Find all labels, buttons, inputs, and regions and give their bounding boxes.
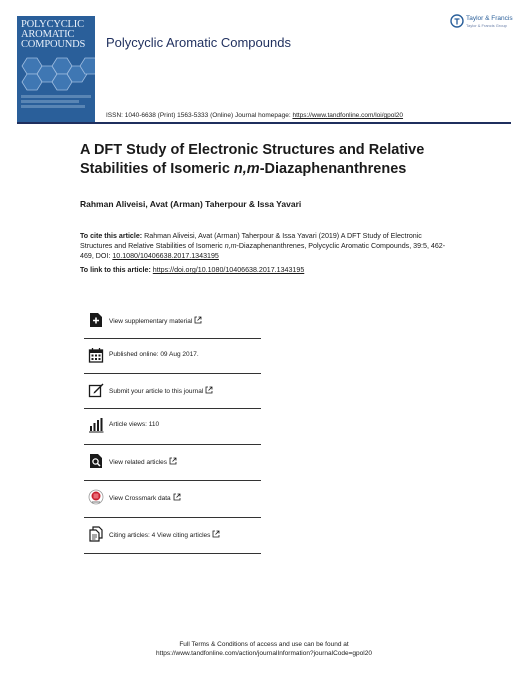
publisher-name: Taylor & Francis (466, 15, 513, 22)
crossmark-link[interactable] (84, 480, 261, 515)
citation-italic: n,m (224, 242, 237, 250)
item-label (109, 386, 213, 395)
taylor-francis-logo-icon (450, 13, 464, 29)
search-document-icon (88, 453, 104, 469)
supplementary-material-link[interactable] (84, 303, 261, 338)
item-divider (84, 553, 261, 554)
article-authors: Rahman Aliveisi, Avat (Arman) Taherpour & Issa Yavari (80, 199, 302, 209)
citing-articles-link[interactable] (84, 517, 261, 552)
item-label (109, 316, 202, 325)
crossmark-icon (88, 489, 104, 505)
link-label: To link to this article: (80, 266, 153, 274)
item-label-text: View related articles (109, 459, 168, 466)
cover-text-line (21, 95, 91, 98)
external-link-icon (212, 530, 220, 538)
item-label-text: View Crossmark data (109, 495, 171, 502)
issn-text: ISSN: 1040-6638 (Print) 1563-5333 (Online) Journal homepage: (106, 112, 293, 119)
cover-title-line: AROMATIC (21, 29, 75, 40)
cover-title-line: POLYCYCLIC (21, 19, 84, 30)
title-italic: n,m (233, 161, 260, 177)
cover-title-line: COMPOUNDS (21, 39, 86, 50)
related-articles-link[interactable] (84, 444, 261, 479)
cover-title (21, 20, 93, 50)
item-label-text: Citing articles: 4 View citing articles (109, 532, 211, 539)
citation-text: Rahman Aliveisi, Avat (Arman) Taherpour & Issa Yavari (2019) A DFT Study of Electronic Structures and Relative Stabilities of Isomeric (80, 232, 422, 250)
item-label (109, 493, 181, 502)
journal-name[interactable]: Polycyclic Aromatic Compounds (106, 35, 291, 50)
external-link-icon (205, 386, 213, 394)
citing-documents-icon (88, 526, 104, 542)
issn-line (106, 112, 403, 119)
article-link-line (80, 266, 304, 274)
title-text: A DFT Study of Electronic Structures and Relative Stabilities of Isomeric (80, 142, 425, 177)
cover-text-line (21, 105, 85, 108)
cover-text-line (21, 100, 79, 103)
pencil-edit-icon (88, 382, 104, 398)
plus-document-icon (88, 312, 104, 328)
title-text: -Diazaphenanthrenes (259, 161, 407, 177)
submit-article-link[interactable] (84, 373, 261, 408)
header-divider (17, 122, 511, 124)
published-online-info (84, 338, 261, 373)
citation-label: To cite this article: (80, 232, 143, 240)
footer-terms-link[interactable]: https://www.tandfonline.com/action/journalInformation?journalCode=gpol20 (156, 650, 372, 657)
citation-text: -Diazaphenanthrenes, Polycyclic Aromatic Compounds, 39:5, 462-469, DOI: (80, 242, 446, 260)
journal-cover-image (17, 16, 95, 122)
item-label: Article views: 110 (109, 421, 160, 428)
external-link-icon (169, 457, 177, 465)
item-label (109, 530, 220, 539)
item-label-text: View supplementary material (109, 318, 193, 325)
article-views-info (84, 408, 261, 443)
external-link-icon (173, 493, 181, 501)
hexagon-pattern-icon (17, 54, 95, 94)
doi-link[interactable]: 10.1080/10406638.2017.1343195 (112, 252, 219, 260)
journal-homepage-link[interactable]: https://www.tandfonline.com/loi/gpol20 (292, 112, 404, 119)
external-link-icon (194, 316, 202, 324)
footer-terms-text: Full Terms & Conditions of access and use can be found at (179, 641, 349, 648)
item-label (109, 457, 177, 466)
footer (0, 640, 528, 658)
article-title (80, 141, 460, 179)
calendar-icon (88, 347, 104, 363)
item-label: Published online: 09 Aug 2017. (109, 351, 199, 358)
citation-block (80, 231, 450, 261)
bar-chart-icon (88, 417, 104, 433)
publisher-group: Taylor & Francis Group (466, 23, 507, 28)
article-url-link[interactable]: https://doi.org/10.1080/10406638.2017.1343195 (152, 266, 305, 274)
item-label-text: Submit your article to this journal (109, 388, 204, 395)
